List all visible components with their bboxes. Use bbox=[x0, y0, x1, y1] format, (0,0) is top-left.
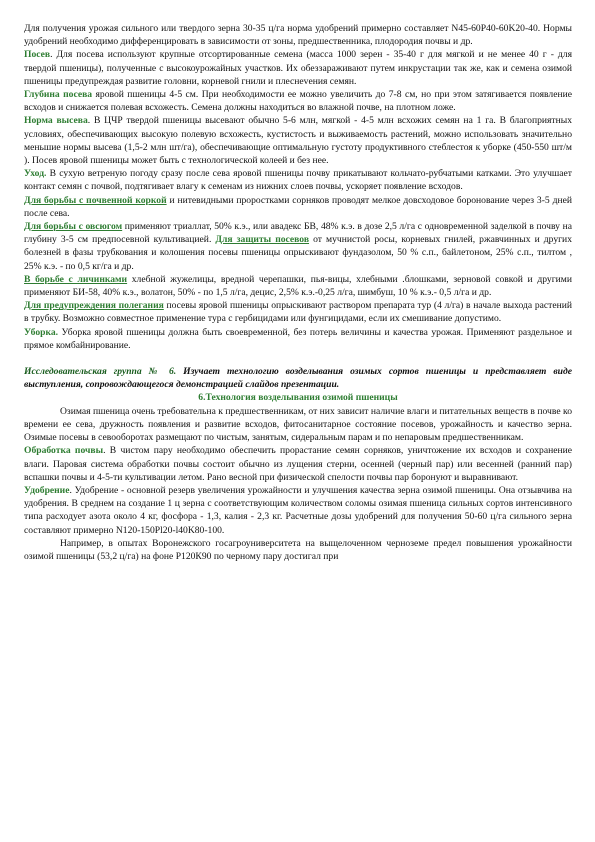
paragraph-harvest: Уборка. Уборка яровой пшеницы должна быть своевременной, без потерь величины и качества урожая. Применяют раздельное и прямое комбайнирование. bbox=[24, 326, 572, 351]
paragraph-sowing-depth: Глубина посева яровой пшеницы 4-5 см. При необходимости ее можно увеличить до 7-8 см, но при этом затягивается появление всходов и снижается полевая всхожесть. Семена должны находиться во влажной почве, на плотном ложе. bbox=[24, 89, 572, 114]
heading-fertilizer: Удобрение bbox=[24, 484, 70, 496]
document-page bbox=[24, 22, 572, 563]
paragraph-care: Уход. В сухую ветреную погоду сразу после сева яровой пшеницы почву прикатывают кольчато-рубчатыми катками. Это улучшает контакт семян с почвой, подтягивает влагу к семенам из нижних слоев почвы, ускоряет появление всходов. bbox=[24, 168, 572, 193]
spacer bbox=[24, 352, 572, 365]
heading-crop-protection: Для защиты посевов bbox=[215, 234, 310, 246]
heading-seeding-rate: Норма высева bbox=[24, 115, 88, 127]
heading-soil-tillage: Обработка почвы bbox=[24, 445, 104, 457]
paragraph-lodging: Для предупреждения полегания посевы яровой пшеницы опрыскивают раствором препарата тур (4 л/га) в начале выхода растений в трубку. Возможно совместное применение тура с гербицидами или фунгицидами, если их смешивание допустимо. bbox=[24, 300, 572, 325]
paragraph-seeding-rate: Норма высева. В ЦЧР твердой пшеницы высевают обычно 5-6 млн, мягкой - 4-5 млн всхожих семян на 1 га. В благоприятных условиях, обеспечивающих высокую полевую всхожесть, кустистость и выживаемость растений, можно использовать значительно меньшие нормы высева (1,5-2 млн шт/га), обеспечивающие оптимальную густоту продуктивного стеблестоя к уборке (450-550 шт/м ). Посев яровой пшеницы может быть с технологической колеей и без нее. bbox=[24, 115, 572, 167]
heading-care: Уход. bbox=[24, 168, 47, 180]
paragraph-larvae: В борьбе с личинками хлебной жужелицы, вредной черепашки, пья-вицы, хлебными .блошками, зерновой совкой и другими применяют БИ-58, 40% к.э., волатон, 50% - по 1,5 л/га, децис, 2,5% к.э.-0,25 л/га, шимбуш, 10 % к.э.- 0,5 л/га и др. bbox=[24, 273, 572, 299]
heading-harvest: Уборка. bbox=[24, 326, 59, 338]
paragraph-research-group: Исследовательская группа № 6. Изучает технологию возделывания озимых сортов пшеницы и представляет виде выступления, сопровождающегося демонстрацией слайдов презентации. bbox=[24, 366, 573, 391]
paragraph-sowing: Посев. Для посева используют крупные отсортированные семена (масса 1000 зерен - 35-40 г для мягкой и не менее 40 г - для твердой пшеницы), полученные с высокоурожайных участков. Их обеззараживают путем инкрустации так же, как и семена озимой пшеницы предупреждая развитие головни, корневой гнили и плеснevения семян. bbox=[24, 49, 572, 87]
paragraph-fertilizer-norms: Для получения урожая сильного или твердого зерна 30-35 ц/га норма удобрений примерно составляет N45-60P40-60K20-40. Нормы удобрений необходимо дифференцировать в зависимости от зоны, предшественника, плодородия почвы и др. bbox=[24, 23, 572, 48]
heading-research-group: Исследовательская группа № 6. bbox=[24, 366, 177, 378]
heading-larvae: В борьбе с личинками bbox=[24, 273, 128, 285]
heading-soil-crust: Для борьбы с почвенной коркой bbox=[24, 194, 167, 206]
section-title: 6.Технология возделывания озимой пшеницы bbox=[198, 392, 398, 404]
heading-wild-oat: Для борьбы с овсюгом bbox=[24, 221, 123, 233]
heading-sowing: Посев bbox=[24, 49, 51, 61]
heading-sowing-depth: Глубина посева bbox=[24, 89, 93, 101]
paragraph-wild-oat: Для борьбы с овсюгом применяют триаллат, 50% к.э., или авадекс БВ, 48% к.э. в дозе 2,5 л/га с одновременной заделкой в почву на глубину 3-5 см предпосевной культивацией. Для защиты посевов от мучнистой росы, корневых гнилей, ржавчинных и других болезней в фазы трубкования и колошения посевы пшеницы опрыскивают фундазолом, 50 % с.п., байлетоном, 25% с.п., тилтом , 25% к.э. - по 0,5 кг/га и др. bbox=[24, 221, 572, 272]
heading-lodging: Для предупреждения полегания bbox=[24, 300, 164, 312]
paragraph-soil-crust: Для борьбы с почвенной коркой и нитевидными проростками сорняков проводят мелкое довсходовое боронование через 3-5 дней после сева. bbox=[24, 194, 572, 219]
paragraph-predecessors: Озимая пшеница очень требовательна к предшественникам, от них зависит наличие влаги и питательных веществ в почве ко времени ее сева, дружность появления и развитие всходов, фитосанитарное состояние посевов, урожайность и качество зерна. Озимые посевы в севооборотах размещают по чистым, занятым, сидеральным парам и по непаровым предшественникам. bbox=[24, 405, 572, 444]
paragraph-example: Например, в опытах Воронежского госагроуниверситета на выщелоченном черноземе предел повышения урожайности озимой пшеницы (53,2 ц/га) на фоне Р120К90 по черному пару достигал при bbox=[24, 537, 572, 562]
paragraph-fertilizer: Удобрение. Удобрение - основной резерв увеличения урожайности и улучшения качества зерна озимой пшеницы. Она отзывчива на удобрения. В среднем на создание 1 ц зерна с соответствующим количеством соломы озимая пшеница сильных сортов интенсивного типа расходует азота около 4 кг, фосфора - 1,3, калия - 2,3 кг. Расчетные дозы удобрений для получения 50-60 ц/га сильного зерна составляют примерно N120-150Pl20-l40K80-100. bbox=[24, 484, 572, 536]
paragraph-soil-tillage: Обработка почвы. В чистом пару необходимо обеспечить прорастание семян сорняков, уничтожение их всходов и сохранение влаги. Паровая система обработки почвы состоит обычно из лущения стерни, осенней (черный пар) или весенней (ранний пар) вспашки почвы и 4-5-ти культивации летом. Рано весной при физической спелости почвы пар боронуют и выравнивают. bbox=[24, 445, 573, 483]
